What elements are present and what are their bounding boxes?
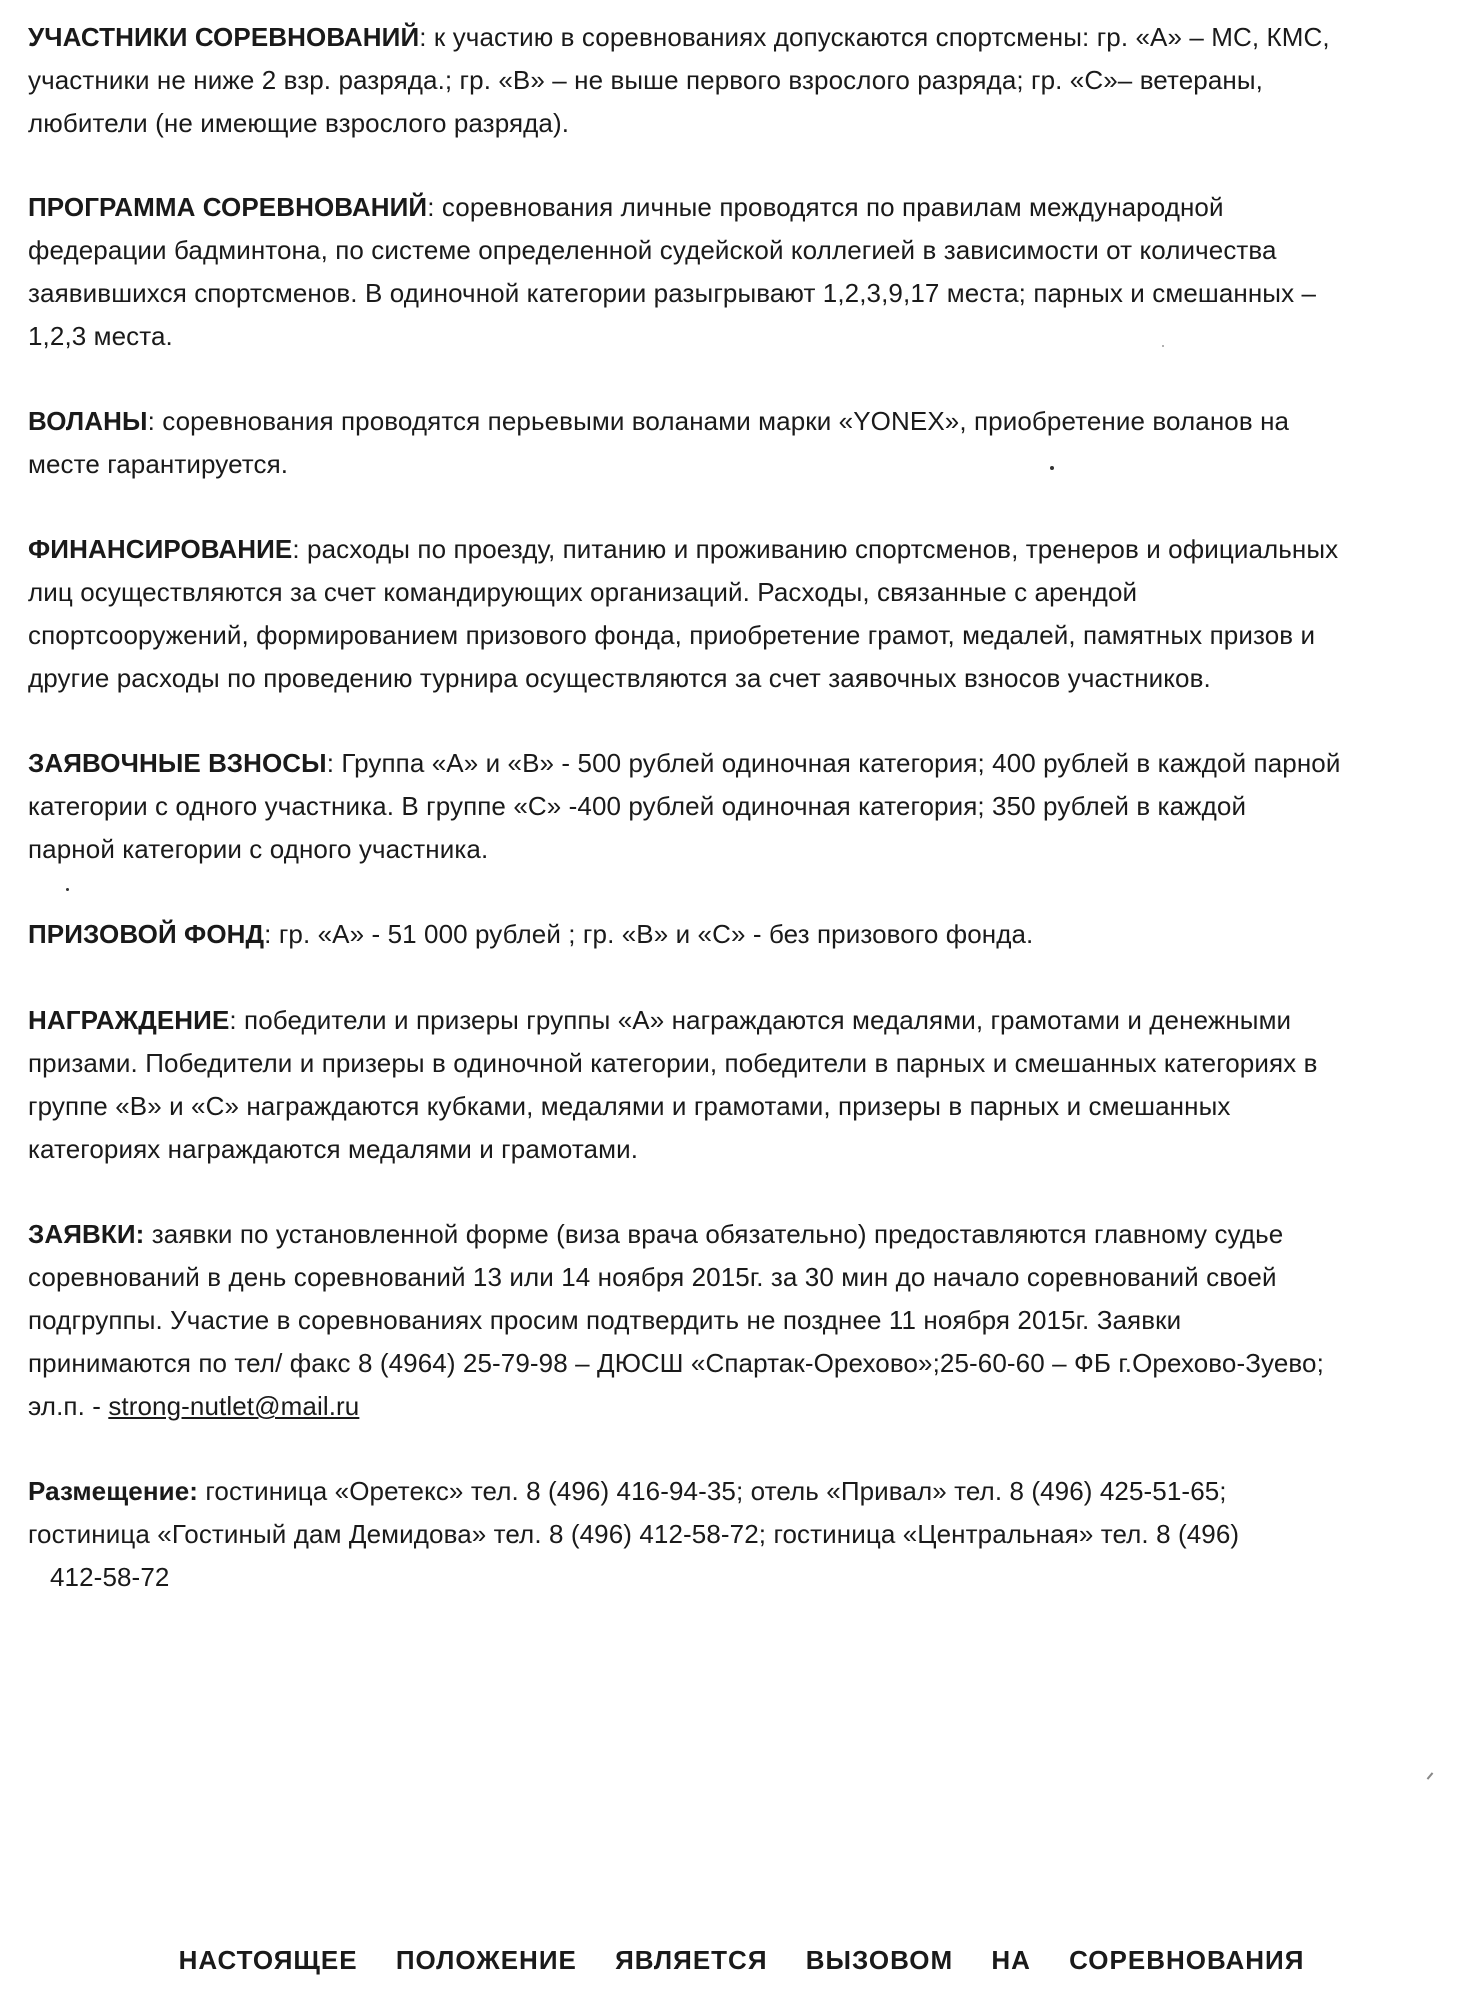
section-shuttlecocks	[28, 400, 1448, 486]
fees-line-3: парной категории с одного участника.	[28, 834, 489, 864]
footer-statement: НАСТОЯЩЕЕ ПОЛОЖЕНИЕ ЯВЛЯЕТСЯ ВЫЗОВОМ НА СОРЕВНОВАНИЯ	[178, 1945, 1305, 1975]
section-program	[28, 186, 1448, 358]
fees-heading: ЗАЯВОЧНЫЕ ВЗНОСЫ	[28, 748, 327, 778]
scan-speck	[1050, 466, 1054, 470]
financing-line-2: лиц осуществляются за счет командирующих организаций. Расходы, связанные с арендой	[28, 577, 1138, 607]
section-participants	[28, 16, 1448, 145]
financing-line-4: другие расходы по проведению турнира осуществляются за счет заявочных взносов участников.	[28, 663, 1211, 693]
financing-line-3: спортсооружений, формированием призового фонда, приобретение грамот, медалей, памятных призов и	[28, 620, 1316, 650]
scan-speck	[66, 888, 69, 891]
program-line-4: 1,2,3 места.	[28, 321, 173, 351]
shuttlecocks-line-2: месте гарантируется.	[28, 449, 289, 479]
accommodation-heading: Размещение:	[28, 1476, 199, 1506]
section-financing	[28, 528, 1448, 700]
accommodation-line-3: 412-58-72	[50, 1562, 170, 1592]
participants-line-1: : к участию в соревнованиях допускаются спортсмены: гр. «А» – МС, КМС,	[419, 22, 1330, 52]
section-awards	[28, 999, 1448, 1171]
accommodation-line-1: гостиница «Оретекс» тел. 8 (496) 416-94-35; отель «Привал» тел. 8 (496) 425-51-65;	[198, 1476, 1227, 1506]
section-fees	[28, 742, 1448, 871]
awards-line-1: : победители и призеры группы «А» награждаются медалями, грамотами и денежными	[229, 1005, 1292, 1035]
program-line-1: : соревнования личные проводятся по правилам международной	[427, 192, 1224, 222]
applications-email-prefix: эл.п. -	[28, 1391, 109, 1421]
section-accommodation	[28, 1470, 1448, 1599]
awards-heading: НАГРАЖДЕНИЕ	[28, 1005, 230, 1035]
email-link[interactable]: strong-nutlet@mail.ru	[108, 1391, 360, 1421]
awards-line-4: категориях награждаются медалями и грамотами.	[28, 1134, 639, 1164]
section-applications	[28, 1213, 1448, 1428]
shuttlecocks-heading: ВОЛАНЫ	[28, 406, 148, 436]
awards-line-3: группе «В» и «С» награждаются кубками, медалями и грамотами, призеры в парных и смешанных	[28, 1091, 1231, 1121]
section-prize-fund	[28, 913, 1448, 956]
applications-line-4: принимаются по тел/ факс 8 (4964) 25-79-98 – ДЮСШ «Спартак-Орехово»;25-60-60 – ФБ г.Орехово-Зуево;	[28, 1348, 1324, 1378]
program-heading: ПРОГРАММА СОРЕВНОВАНИЙ	[28, 192, 428, 222]
prize-fund-heading: ПРИЗОВОЙ ФОНД	[28, 919, 265, 949]
fees-line-2: категории с одного участника. В группе «С» -400 рублей одиночная категория; 350 рублей в каждой	[28, 791, 1247, 821]
applications-heading: ЗАЯВКИ:	[28, 1219, 145, 1249]
scan-scratch	[1427, 1772, 1434, 1779]
prize-fund-line-1: : гр. «А» - 51 000 рублей ; гр. «В» и «С» - без призового фонда.	[264, 919, 1034, 949]
program-line-2: федерации бадминтона, по системе определенной судейской коллегией в зависимости от количества	[28, 235, 1277, 265]
awards-line-2: призами. Победители и призеры в одиночной категории, победители в парных и смешанных категориях в	[28, 1048, 1318, 1078]
applications-line-1: заявки по установленной форме (виза врача обязательно) предоставляются главному судье	[144, 1219, 1284, 1249]
financing-line-1: : расходы по проезду, питанию и проживанию спортсменов, тренеров и официальных	[292, 534, 1339, 564]
shuttlecocks-line-1: : соревнования проводятся перьевыми воланами марки «YONEX», приобретение воланов на	[147, 406, 1290, 436]
applications-line-2: соревнований в день соревнований 13 или 14 ноября 2015г. за 30 мин до начало соревнований своей	[28, 1262, 1277, 1292]
participants-heading: УЧАСТНИКИ СОРЕВНОВАНИЙ	[28, 22, 420, 52]
scan-speck	[1162, 345, 1164, 347]
financing-heading: ФИНАНСИРОВАНИЕ	[28, 534, 293, 564]
accommodation-line-2: гостиница «Гостиный дам Демидова» тел. 8 (496) 412-58-72; гостиница «Центральная» тел. 8 (496)	[28, 1519, 1240, 1549]
participants-line-2: участники не ниже 2 взр. разряда.; гр. «В» – не выше первого взрослого разряда; гр. «С»– ветераны,	[28, 65, 1263, 95]
fees-line-1: : Группа «А» и «В» - 500 рублей одиночная категория; 400 рублей в каждой парной	[326, 748, 1341, 778]
participants-line-3: любители (не имеющие взрослого разряда).	[28, 108, 570, 138]
program-line-3: заявившихся спортсменов. В одиночной категории разыгрывают 1,2,3,9,17 места; парных и смешанных –	[28, 278, 1317, 308]
applications-line-3: подгруппы. Участие в соревнованиях просим подтвердить не позднее 11 ноября 2015г. Заявки	[28, 1305, 1182, 1335]
